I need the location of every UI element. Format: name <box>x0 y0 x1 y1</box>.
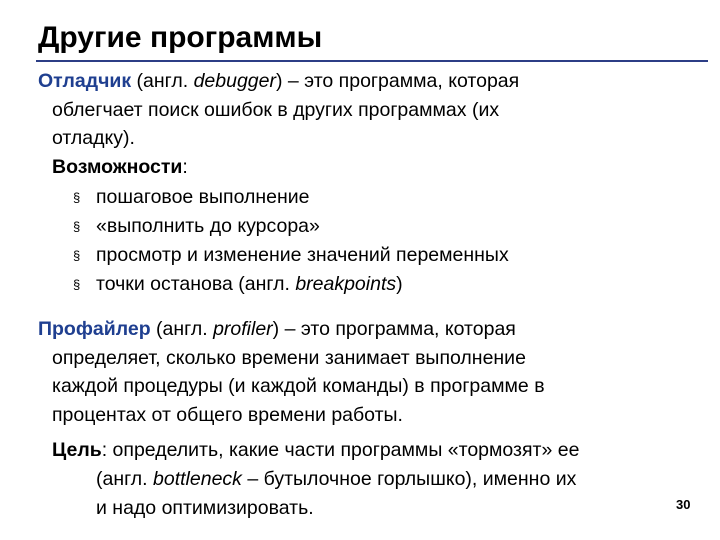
bottleneck-english-term: bottleneck <box>153 468 242 490</box>
features-label: Возможности <box>52 156 183 178</box>
profiler-term: Профайлер <box>38 318 151 340</box>
profiler-definition-rest: ) – это программа, которая <box>272 318 516 340</box>
debugger-definition-line-3: отладку). <box>52 127 135 149</box>
profiler-definition-line-4: процентах от общего времени работы. <box>52 404 403 426</box>
bullet-marker: § <box>73 248 81 263</box>
goal-line2-prefix: (англ. <box>96 468 154 490</box>
slide-title: Другие программы <box>38 21 323 54</box>
breakpoints-prefix: точки останова (англ. <box>96 273 296 295</box>
goal-line-3: и надо оптимизировать. <box>96 497 314 519</box>
goal-line-1 <box>52 437 579 463</box>
bullet-marker: § <box>73 219 81 234</box>
profiler-definition-line-2: определяет, сколько времени занимает выполнение <box>52 347 526 369</box>
goal-line2-suffix: – бутылочное горлышко), именно их <box>241 468 577 490</box>
profiler-paren-open: (англ. <box>150 318 214 340</box>
goal-line-2 <box>96 466 576 492</box>
debugger-definition-line-2: облегчает поиск ошибок в других программах (их <box>52 99 500 121</box>
feature-item: пошаговое выполнение <box>96 186 310 208</box>
debugger-english-term: debugger <box>193 70 276 92</box>
page-number: 30 <box>676 497 691 512</box>
feature-item: «выполнить до курсора» <box>96 215 320 237</box>
features-colon: : <box>182 156 188 178</box>
debugger-term: Отладчик <box>38 70 132 92</box>
debugger-definition-rest: ) – это программа, которая <box>276 70 520 92</box>
profiler-english-term: profiler <box>213 318 273 340</box>
goal-label: Цель <box>52 439 102 461</box>
debugger-paren-open: (англ. <box>131 70 194 92</box>
goal-text: : определить, какие части программы «тормозят» ее <box>101 439 580 461</box>
bullet-marker: § <box>73 277 81 292</box>
bullet-marker: § <box>73 190 81 205</box>
profiler-definition-line-1 <box>38 316 516 342</box>
breakpoints-suffix: ) <box>396 273 403 295</box>
debugger-definition-line-1 <box>38 68 519 94</box>
feature-item-breakpoints <box>96 271 403 297</box>
title-rule <box>36 60 708 62</box>
feature-item: просмотр и изменение значений переменных <box>96 244 509 266</box>
profiler-definition-line-3: каждой процедуры (и каждой команды) в программе в <box>52 375 545 397</box>
breakpoints-english-term: breakpoints <box>295 273 397 295</box>
features-heading <box>52 154 188 180</box>
